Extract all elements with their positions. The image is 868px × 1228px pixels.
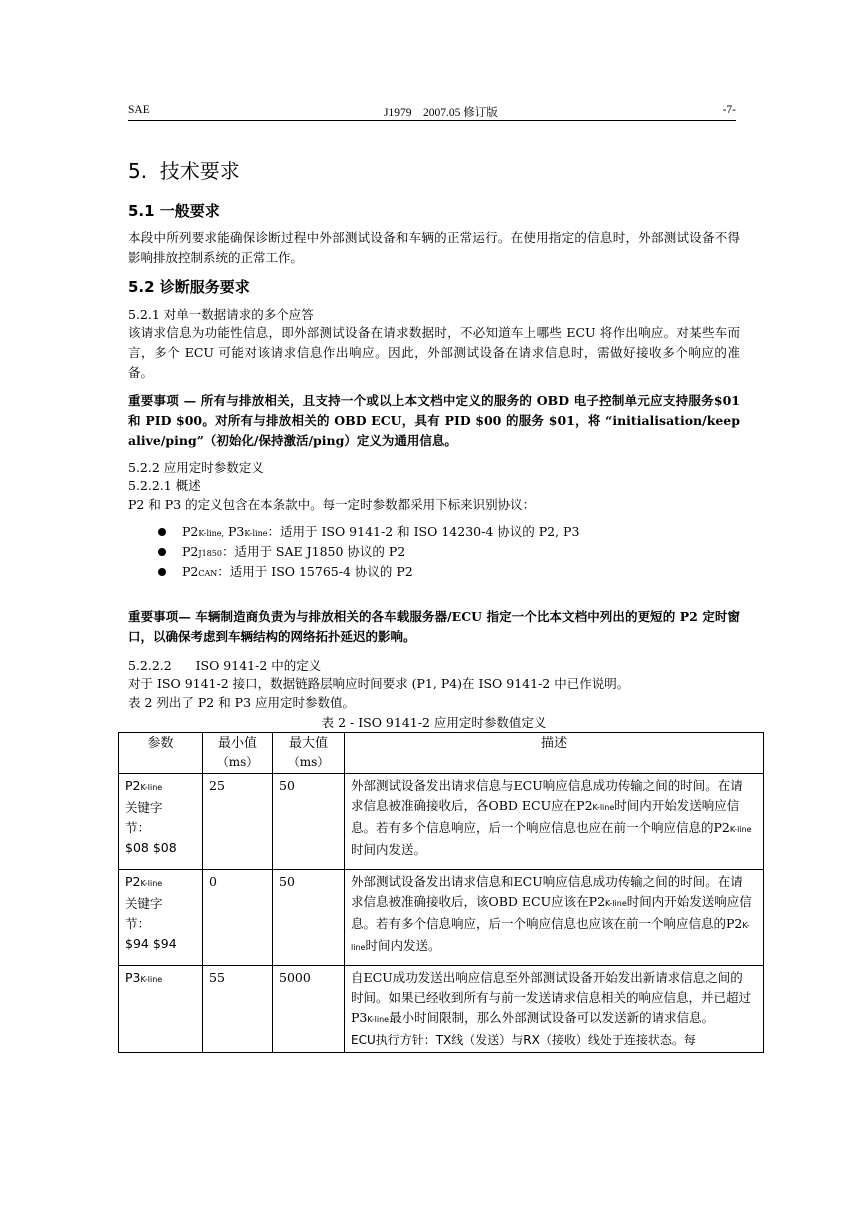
param-name: P2 bbox=[182, 564, 199, 579]
protocol-list bbox=[156, 522, 579, 582]
desc-cell: 外部测试设备发出请求信息和ECU响应信息成功传输之间的时间。在请求信息被准确接收后，该OBD ECU应该在P2K-line时间内开始发送响应信息。若有多个信息响应，后一个响应信息也应该在前一个响应信息的P2K-line时间内发送。 bbox=[345, 870, 764, 966]
bullet-icon bbox=[158, 548, 166, 556]
param-subscript: K-line, bbox=[198, 529, 225, 538]
bullet-icon bbox=[158, 528, 166, 536]
page-header bbox=[128, 100, 736, 121]
header-desc: 描述 bbox=[345, 733, 764, 774]
header-page-number: -7- bbox=[722, 104, 736, 116]
min-cell: 0 bbox=[203, 870, 273, 966]
header-param: 参数 bbox=[119, 733, 203, 774]
subsection-5-2-1-title: 5.2.1 对单一数据请求的多个应答 bbox=[128, 307, 314, 322]
subsection-5-2-2-1-title: 5.2.2.1 概述 bbox=[128, 478, 201, 493]
param-subscript: CAN bbox=[198, 569, 218, 578]
header-left: SAE bbox=[128, 104, 150, 116]
max-cell: 50 bbox=[273, 774, 345, 870]
desc-cell: 自ECU成功发送出响应信息至外部测试设备开始发出新请求信息之间的时间。如果已经收到所有与前一发送请求信息相关的响应信息，并已超过P3K-line最小时间限制，那么外部测试设备可以发送新的请求信息。 ECU执行方针：TX线（发送）与RX（接收）线处于连接状态。每 bbox=[345, 966, 764, 1053]
subsection-5-2-2-1-text: P2 和 P3 的定义包含在本条款中。每一定时参数都采用下标来识别协议： bbox=[128, 497, 536, 512]
desc-cell: 外部测试设备发出请求信息与ECU响应信息成功传输之间的时间。在请求信息被准确接收后，各OBD ECU应在P2K-line时间内开始发送响应信息。若有多个信息响应，后一个响应信息也应在前一个响应信息的P2K-line时间内发送。 bbox=[345, 774, 764, 870]
table-row bbox=[119, 966, 764, 1053]
param-subscript: J1850 bbox=[198, 549, 222, 558]
bullet-icon bbox=[158, 568, 166, 576]
table-caption: 表 2 - ISO 9141-2 应用定时参数值定义 bbox=[321, 715, 547, 730]
param-subscript: K-line bbox=[244, 529, 268, 538]
min-cell: 55 bbox=[203, 966, 273, 1053]
table-row bbox=[119, 774, 764, 870]
timing-parameter-table bbox=[118, 732, 764, 1053]
list-item bbox=[156, 562, 579, 582]
table-row bbox=[119, 870, 764, 966]
subsection-5-2-title: 5.2 诊断服务要求 bbox=[128, 278, 250, 296]
table-header-row bbox=[119, 733, 764, 774]
section-title: 5. 技术要求 bbox=[128, 159, 240, 183]
subsection-5-1-title: 5.1 一般要求 bbox=[128, 202, 220, 220]
list-item bbox=[156, 522, 579, 542]
list-item-text: ：适用于 ISO 15765-4 协议的 P2 bbox=[217, 564, 413, 579]
max-cell: 50 bbox=[273, 870, 345, 966]
header-max: 最大值 （ms） bbox=[273, 733, 345, 774]
list-item-text: ：适用于 ISO 9141-2 和 ISO 14230-4 协议的 P2, P3 bbox=[267, 524, 580, 539]
subsection-5-1-text: 本段中所列要求能确保诊断过程中外部测试设备和车辆的正常运行。在使用指定的信息时，外部测试设备不得影响排放控制系统的正常工作。 bbox=[128, 230, 740, 265]
subsection-5-2-2-2-text-2: 表 2 列出了 P2 和 P3 应用定时参数值。 bbox=[128, 695, 356, 710]
min-cell: 25 bbox=[203, 774, 273, 870]
header-center: J1979 2007.05 修订版 bbox=[384, 107, 498, 119]
list-item-text: ：适用于 SAE J1850 协议的 P2 bbox=[221, 544, 406, 559]
param-name: P3 bbox=[224, 524, 245, 539]
list-item bbox=[156, 542, 579, 562]
important-note-1: 重要事项 — 所有与排放相关，且支持一个或以上本文档中定义的服务的 OBD 电子控制单元应支持服务$01 和 PID $00。对所有与排放相关的 OBD ECU，具有 PID $00 的服务 $01，将 “initialisation/keep alive/ping”（初始化/保持激活/ping）定义为通用信息。 bbox=[128, 393, 740, 448]
header-min: 最小值 （ms） bbox=[203, 733, 273, 774]
param-cell: P2K-line 关键字 节： $94 $94 bbox=[119, 870, 203, 966]
param-name: P2 bbox=[182, 544, 199, 559]
subsection-5-2-2-title: 5.2.2 应用定时参数定义 bbox=[128, 460, 264, 475]
important-note-2: 重要事项— 车辆制造商负责为与排放相关的各车载服务器/ECU 指定一个比本文档中列出的更短的 P2 定时窗口，以确保考虑到车辆结构的网络拓扑延迟的影响。 bbox=[128, 609, 740, 644]
param-name: P2 bbox=[182, 524, 199, 539]
param-cell: P2K-line 关键字 节： $08 $08 bbox=[119, 774, 203, 870]
subsection-5-2-2-2-title: 5.2.2.2 ISO 9141-2 中的定义 bbox=[128, 658, 322, 673]
subsection-5-2-2-2-text-1: 对于 ISO 9141-2 接口，数据链路层响应时间要求 (P1, P4)在 ISO 9141-2 中已作说明。 bbox=[128, 676, 630, 691]
param-cell: P3K-line bbox=[119, 966, 203, 1053]
subsection-5-2-1-text: 该请求信息为功能性信息，即外部测试设备在请求数据时，不必知道车上哪些 ECU 将作出响应。对某些车而言，多个 ECU 可能对该请求信息作出响应。因此，外部测试设备在请求信息时，需做好接收多个响应的准备。 bbox=[128, 325, 740, 380]
max-cell: 5000 bbox=[273, 966, 345, 1053]
